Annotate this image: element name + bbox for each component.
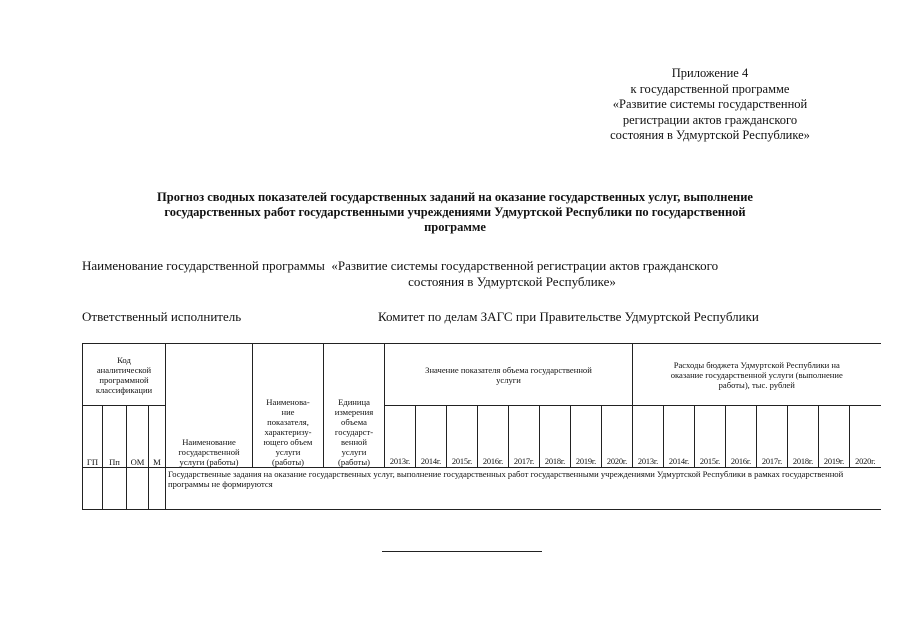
volume-header: [385, 344, 633, 406]
code-header-line: программной: [99, 374, 149, 385]
unit-header: [324, 344, 385, 468]
empty-cell: [103, 468, 127, 510]
indicator-name-header: [253, 344, 324, 468]
expense-header-line: оказание государственной услуги (выполнение: [670, 369, 843, 380]
code-col-pp: Пп: [103, 406, 127, 468]
service-name-line: услуги (работы): [179, 457, 239, 467]
unit-line: (работы): [338, 457, 370, 467]
unit-line: Единица: [338, 397, 370, 407]
indicator-name-line: Наименова-: [266, 397, 310, 407]
indicator-name-line: ние: [281, 407, 295, 417]
expense-year-2015: 2015г.: [695, 406, 726, 468]
indicator-name-line: ющего объем: [263, 437, 313, 447]
indicator-name-line: услуги: [275, 447, 301, 457]
indicator-name-line: (работы): [272, 457, 304, 467]
expense-header-line: Расходы бюджета Удмуртской Республики на: [673, 359, 840, 370]
title-line: государственных работ государственными учреждениями Удмуртской Республики по государственной: [164, 205, 746, 219]
program-name-row: [82, 258, 852, 290]
expense-year-2013: 2013г.: [633, 406, 664, 468]
expense-year-2020: 2020г.: [850, 406, 881, 468]
expense-header: [633, 344, 881, 406]
expense-year-2016: 2016г.: [726, 406, 757, 468]
unit-line: объема: [341, 417, 367, 427]
volume-year-2017: 2017г.: [509, 406, 540, 468]
unit-line: измерения: [334, 407, 374, 417]
document-title: [60, 190, 850, 235]
volume-year-2013: 2013г.: [385, 406, 416, 468]
note-row: Государственные задания на оказание государственных услуг, выполнение государственных работ государственными учреждениями Удмуртской Республики в рамках государственной программы не формируются: [166, 468, 881, 510]
program-label: Наименование государственной программы: [82, 258, 325, 273]
volume-year-2014: 2014г.: [416, 406, 447, 468]
unit-line: государст-: [334, 427, 374, 437]
executor-row: [82, 309, 872, 325]
indicator-name-line: показателя,: [267, 417, 309, 427]
program-value: «Развитие системы государственной регистрации актов гражданского: [331, 258, 719, 273]
appendix-line: Приложение 4: [671, 66, 749, 80]
volume-year-2016: 2016г.: [478, 406, 509, 468]
code-header-line: классификации: [95, 384, 153, 395]
appendix-line: состояния в Удмуртской Республике»: [610, 128, 810, 142]
title-line: Прогноз сводных показателей государственных заданий на оказание государственных услуг, выполнение: [157, 190, 753, 204]
indicator-name-line: характеризу-: [264, 427, 312, 437]
appendix-line: регистрации актов гражданского: [622, 112, 798, 127]
expense-year-2014: 2014г.: [664, 406, 695, 468]
forecast-table: [82, 343, 881, 510]
volume-header-line: услуги: [496, 374, 521, 385]
volume-year-2015: 2015г.: [447, 406, 478, 468]
appendix-block: [560, 66, 860, 144]
unit-line: венной: [341, 437, 367, 447]
volume-year-2019: 2019г.: [571, 406, 602, 468]
volume-year-2020: 2020г.: [602, 406, 633, 468]
service-name-header: [166, 344, 253, 468]
signature-line: [382, 551, 542, 552]
code-col-om: ОМ: [127, 406, 149, 468]
executor-value: Комитет по делам ЗАГС при Правительстве Удмуртской Республики: [378, 309, 759, 324]
executor-label: Ответственный исполнитель: [82, 309, 242, 324]
expense-year-2019: 2019г.: [819, 406, 850, 468]
code-header-line: аналитической: [96, 364, 152, 375]
code-header-line: Код: [117, 354, 131, 365]
code-col-gp: ГП: [83, 406, 103, 468]
expense-year-2017: 2017г.: [757, 406, 788, 468]
expense-year-2018: 2018г.: [788, 406, 819, 468]
appendix-line: «Развитие системы государственной: [612, 97, 808, 111]
empty-cell: [127, 468, 149, 510]
service-name-line: государственной: [178, 447, 240, 457]
title-line: программе: [424, 220, 486, 234]
expense-header-line: работы), тыс. рублей: [718, 379, 795, 390]
code-col-m: М: [149, 406, 166, 468]
empty-cell: [149, 468, 166, 510]
appendix-line: к государственной программе: [630, 81, 790, 96]
program-value-cont: состояния в Удмуртской Республике»: [408, 274, 616, 289]
service-name-line: Наименование: [182, 437, 236, 447]
unit-line: услуги: [341, 447, 367, 457]
empty-cell: [83, 468, 103, 510]
code-header-cell: [83, 344, 166, 406]
volume-header-line: Значение показателя объема государственной: [425, 364, 592, 375]
volume-year-2018: 2018г.: [540, 406, 571, 468]
